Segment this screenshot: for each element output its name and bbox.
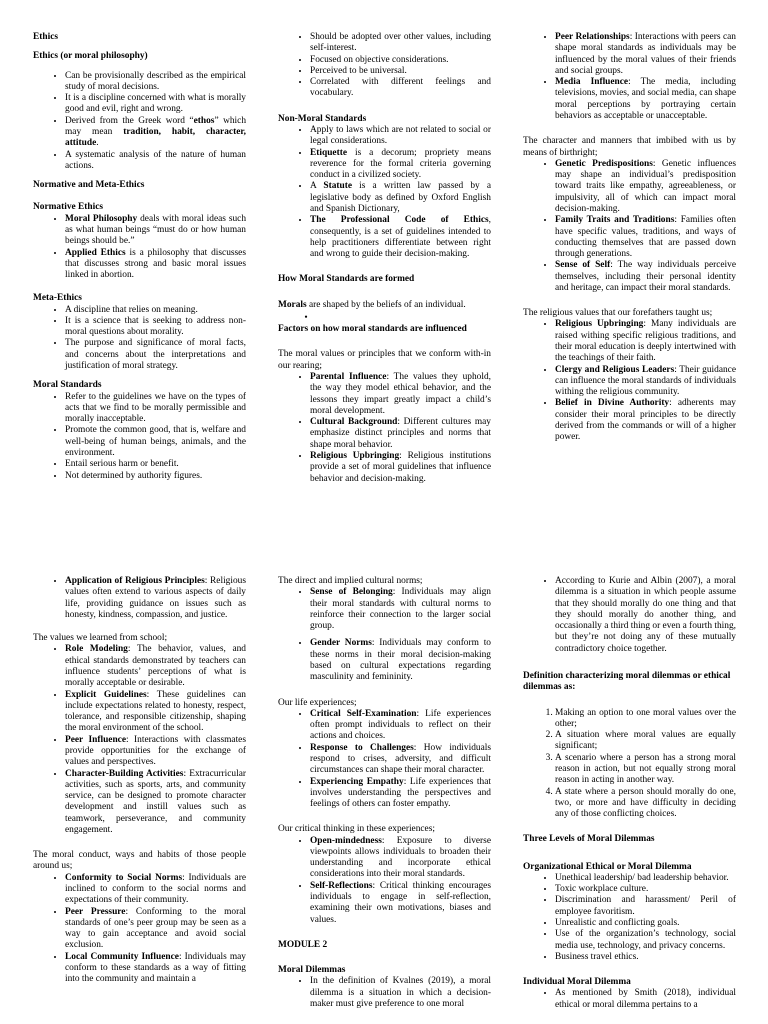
list-item: • Business travel ethics.: [555, 952, 736, 963]
text: : These guidelines can include expectations related to honesty, respect, tolerance, and responsible citizenship, shaping the moral environment of the school.: [65, 689, 246, 734]
ethics-list: [33, 71, 246, 173]
text: ” which may mean: [65, 115, 247, 137]
paragraph: The direct and implied cultural norms;: [278, 576, 423, 586]
list-item: [65, 873, 246, 907]
term: Religious Upbringing: [310, 451, 400, 461]
paragraph: The moral conduct, ways and habits of those people around us;: [33, 850, 246, 872]
text: : Individuals may conform to these standards as a way of fitting into the community and maintain a: [65, 951, 246, 985]
paragraph: The values we learned from school;: [33, 633, 168, 644]
text: : Critical thinking encourages individuals to engage in self-reflection, examining their own motivations, biases and values.: [310, 880, 491, 925]
moral-dilemmas-list: [278, 976, 491, 1010]
term: Role Modeling: [65, 644, 128, 655]
heading-organizational: Organizational Ethical or Moral Dilemma: [523, 861, 692, 872]
moral-standards-list: [33, 392, 246, 482]
list-item: [555, 365, 736, 399]
heading-how-formed: How Moral Standards are formed: [278, 274, 415, 285]
list-item: • Unrealistic and conflicting goals.: [555, 918, 736, 929]
text: is a decorum; propriety means reverence for the formal criteria governing conduct in a civilized society.: [310, 147, 491, 181]
text: are shaped by the beliefs of an individual.: [306, 299, 466, 310]
text: : Extracurricular activities, such as sports, arts, and community service, can be designed to promote character development and instill values such as teamwork, perseverance, and community engagement.: [65, 768, 247, 835]
list-item: [310, 417, 491, 451]
term: Peer Relationships: [555, 32, 630, 42]
paragraph: The character and manners that imbibed with us by means of birthright;: [523, 136, 736, 158]
heading-normative: Normative Ethics: [33, 202, 104, 213]
list-item: [310, 743, 491, 777]
non-moral-list: [278, 125, 491, 260]
text: : The media, including televisions, movies, and social media, can shape moral perceptions by portraying certain behaviors as acceptable or unacceptable.: [555, 77, 736, 121]
definition-list: [523, 708, 736, 821]
text: A: [310, 181, 324, 192]
list-item: • A systematic analysis of the nature of human actions.: [65, 150, 246, 173]
term: Open-mindedness: [310, 835, 382, 846]
rearing-list: [278, 372, 491, 485]
list-item: [65, 690, 246, 735]
moral-standards-cont-list: [278, 32, 491, 100]
text: : Interactions with peers can shape moral standards as individuals may be influenced by the moral values of their friends and social groups.: [555, 32, 736, 76]
term: Peer Influence: [65, 734, 126, 745]
term: Critical Self-Examination: [310, 708, 417, 719]
list-item: [65, 769, 246, 837]
list-item: • Discrimination and harassment/ Peril of employee favoritism.: [555, 895, 736, 918]
normative-list: [33, 214, 246, 282]
paragraph: The moral values or principles that we conform with-in our rearing;: [278, 349, 491, 371]
text: deals with moral ideas such as what human beings “must do or how human beings should be.”: [65, 213, 247, 247]
list-item: • Apply to laws which are not related to social or legal considerations.: [310, 125, 491, 148]
list-item: • Toxic workplace culture.: [555, 884, 736, 895]
list-item: • Use of the organization’s technology, social media use, technology, and privacy concerns.: [555, 929, 736, 952]
text: : Religious institutions provide a set of moral guidelines that influence behavior and decision-making.: [310, 451, 492, 484]
term: Religious Upbringing: [555, 319, 644, 330]
list-item: [65, 214, 246, 248]
list-item: • Perceived to be universal.: [310, 66, 491, 77]
list-item: [555, 77, 736, 122]
list-item: [310, 777, 491, 811]
text: : Life experiences that involves understanding the perspectives and feelings of others can foster empathy.: [310, 776, 491, 810]
list-item: • Unethical leadership/ bad leadership behavior.: [555, 873, 736, 884]
text: : The behavior, values, and ethical standards demonstrated by teachers can influence students’ perceptions of what is morally acceptable or desirable.: [65, 644, 246, 689]
heading-ethics: Ethics (or moral philosophy): [33, 51, 148, 62]
text: : adherents may consider their moral principles to be directly derived from the commands or will of a higher power.: [555, 398, 736, 443]
heading-moral-standards: Moral Standards: [33, 380, 102, 391]
life-list: [278, 709, 491, 811]
term: ethos: [193, 115, 215, 126]
heading-non-moral: Non-Moral Standards: [278, 113, 367, 124]
list-item: [310, 372, 491, 417]
list-item: [310, 181, 491, 215]
section-title: Ethics: [33, 32, 59, 42]
list-item: 2. A situation where moral values are equally significant;: [555, 730, 736, 753]
heading-moral-dilemmas: Moral Dilemmas: [278, 965, 346, 976]
list-item: [310, 709, 491, 743]
list-item: [65, 907, 246, 952]
list-item: [555, 32, 736, 77]
text: : Genetic influences may shape an individual’s predisposition toward traits like empathy, agreeableness, or impulsivity, all of which can impact moral decision-making.: [555, 158, 736, 214]
term: Genetic Predispositions: [555, 158, 653, 169]
list-item: [310, 836, 491, 881]
organizational-list: [523, 873, 736, 963]
heading-three-levels: Three Levels of Moral Dilemmas: [523, 834, 655, 845]
empty-list: [278, 313, 491, 324]
module-label: MODULE 2: [278, 939, 328, 950]
text: Derived from the Greek word “: [65, 115, 194, 126]
list-item: [65, 116, 246, 150]
cultural-list: [278, 587, 491, 683]
term: tradition, habit, character, attitude: [65, 126, 246, 149]
heading-factors: Factors on how moral standards are influenced: [278, 324, 467, 335]
conduct-list: [33, 873, 246, 986]
list-item: [555, 159, 736, 215]
term: Family Traits and Traditions: [555, 215, 675, 226]
list-item: • Focused on objective considerations.: [310, 55, 491, 66]
term: Sense of Self: [555, 260, 611, 271]
list-item: 3. A scenario where a person has a strong moral reason in action, but not equally strong moral reason in acting in another way.: [555, 753, 736, 787]
list-item: [310, 881, 491, 926]
list-item: [310, 587, 491, 632]
list-item: [65, 735, 246, 769]
list-item: • According to Kurie and Albin (2007), a moral dilemma is a situation in which people assume that they should morally do one thing and that they should morally do another thing, and occasionally a third thing or even a fourth thing, but they’re not doing any of these mutually contradictory choice together.: [555, 576, 736, 655]
term: Peer Pressure: [65, 906, 126, 917]
column-top-left: [33, 32, 246, 490]
text: : Different cultures may emphasize distinct principles and norms that shape moral behavior.: [310, 417, 491, 450]
list-item: [310, 638, 491, 683]
term: Clergy and Religious Leaders: [555, 364, 675, 375]
kurie-list: [523, 576, 736, 655]
term: Self-Reflections: [310, 880, 373, 891]
text: : Individuals are inclined to conform to the social norms and expectations of their community.: [65, 872, 246, 906]
term: Character-Building Activities: [65, 768, 184, 779]
term: Sense of Belonging: [310, 587, 393, 598]
term: Media Influence: [555, 77, 629, 88]
text: : Life experiences often prompt individuals to reflect on their actions and choices.: [310, 708, 492, 742]
list-item: • The purpose and significance of moral facts, and concerns about the interpretations and justification of moral strategy.: [65, 338, 246, 372]
paragraph: Our life experiences;: [278, 697, 357, 708]
list-item: • Not determined by authority figures.: [65, 471, 246, 482]
paragraph: [278, 300, 491, 311]
school-list: [33, 644, 246, 836]
list-item: [310, 313, 491, 324]
text: .: [96, 138, 99, 149]
text: is a written law passed by a legislative body as defined by Oxford English and Spanish Dictionary,: [310, 181, 491, 214]
heading-individual: Individual Moral Dilemma: [523, 977, 631, 988]
list-item: • Correlated with different feelings and vocabulary.: [310, 77, 491, 100]
term: Morals: [278, 299, 307, 310]
term: Application of Religious Principles: [65, 576, 205, 586]
text: : The way individuals perceive themselves, including their personal identity and heritage, can impact their moral standards.: [555, 260, 737, 293]
list-item: • Entail serious harm or benefit.: [65, 459, 246, 470]
text: : Individuals may conform to these norms in their moral decision-making based on cultural expectations regarding masculinity and femininity.: [310, 638, 491, 683]
list-item: [555, 260, 736, 294]
text: : Their guidance can influence the moral standards of individuals withing the religious community.: [555, 364, 736, 398]
column-top-middle: [278, 32, 491, 493]
list-item: • In the definition of Kvalnes (2019), a moral dilemma is a situation in which a decision-maker must give preference to one moral: [310, 976, 491, 1010]
column-top-right: [523, 32, 736, 452]
list-item: 1. Making an option to one moral values over the other;: [555, 708, 736, 731]
paragraph: Our critical thinking in these experiences;: [278, 824, 435, 835]
list-item: [65, 952, 246, 986]
term: Parental Influence: [310, 372, 387, 383]
term: Gender Norms: [310, 638, 372, 649]
text: is a philosophy that discusses that discusses strong and basic moral issues linked in abortion.: [65, 247, 246, 281]
list-item: [310, 215, 491, 260]
list-item: • Should be adopted over other values, including self-interest.: [310, 32, 491, 55]
list-item: • A discipline that relies on meaning.: [65, 305, 246, 316]
term: Belief in Divine Authority: [555, 398, 670, 409]
list-item: [65, 644, 246, 689]
term: Statute: [323, 181, 353, 192]
text: : Conforming to the moral standards of one’s peer group may be seen as a way to gain acceptance and avoid social exclusion.: [65, 906, 246, 951]
text: : Exposure to diverse viewpoints allows individuals to broaden their understanding and incorporate ethical considerations into their moral standards.: [310, 835, 491, 880]
text: : Individuals may align their moral standards with cultural norms to reinforce their connection to the larger social group.: [310, 587, 491, 632]
heading-definition: Definition characterizing moral dilemmas or ethical dilemmas as:: [523, 670, 731, 693]
list-item: • Refer to the guidelines we have on the types of acts that we find to be morally permissible and morally inacceptable.: [65, 392, 246, 426]
text: : How individuals respond to crises, adversity, and difficult circumstances can shape their moral character.: [310, 742, 491, 776]
list-item: • Promote the common good, that is, welfare and well-being of human beings, animals, and the environment.: [65, 425, 246, 459]
term: Response to Challenges: [310, 742, 414, 753]
term: Local Community Influence: [65, 951, 179, 962]
list-item: • It is a science that is seeking to address non-moral questions about morality.: [65, 316, 246, 339]
list-item: [310, 451, 491, 485]
term: Conformity to Social Norms: [65, 872, 183, 883]
religious-list: [523, 319, 736, 443]
text: , consequently, is a set of guidelines intended to help practitioners differentiate between right and wrong to guide their decision-making.: [310, 215, 491, 260]
heading-meta: Meta-Ethics: [33, 293, 82, 304]
list-item: [555, 319, 736, 364]
text: : Interactions with classmates provide opportunities for the exchange of values and perspectives.: [65, 734, 246, 768]
list-item: [555, 215, 736, 260]
list-item: • Can be provisionally described as the empirical study of moral decisions.: [65, 71, 246, 94]
text: : Religious values often extend to various aspects of daily life, providing guidance on issues such as honesty, kindness, compassion, and justice.: [65, 576, 246, 620]
religious-cont-list: [33, 576, 246, 621]
term: Moral Philosophy: [65, 213, 138, 224]
list-item: [310, 148, 491, 182]
birthright-list: [523, 159, 736, 294]
column-bottom-right: [523, 576, 736, 1019]
meta-list: [33, 305, 246, 373]
list-item: [65, 248, 246, 282]
list-item: • It is a discipline concerned with what is morally good and evil, right and wrong.: [65, 93, 246, 116]
term: Cultural Background: [310, 417, 398, 428]
column-bottom-middle: [278, 576, 491, 1018]
list-item: • As mentioned by Smith (2018), individual ethical or moral dilemma pertains to a: [555, 988, 736, 1011]
term: Applied Ethics: [65, 247, 126, 258]
critical-thinking-list: [278, 836, 491, 926]
heading-normative-meta: Normative and Meta-Ethics: [33, 180, 145, 191]
rearing-cont-list: [523, 32, 736, 122]
list-item: 4. A state where a person should morally do one, two, or more and have difficulty in deciding any of those conflicting choices.: [555, 787, 736, 821]
text: : Many individuals are raised withing specific religious traditions, and their moral education is deeply intertwined with the teachings of their faith.: [555, 319, 736, 364]
text: : Families often have specific values, traditions, and ways of conducting themselves that are passed down through generations.: [555, 215, 736, 260]
term: Explicit Guidelines: [65, 689, 147, 700]
paragraph: The religious values that our forefathers taught us;: [523, 308, 713, 319]
list-item: [65, 576, 246, 621]
term: Etiquette: [310, 147, 347, 158]
term: The Professional Code of Ethics: [310, 215, 489, 226]
individual-list: [523, 988, 736, 1011]
column-bottom-left: [33, 576, 246, 994]
text: : The values they uphold, the way they model ethical behavior, and the lessons they impart greatly impact a child’s moral development.: [310, 372, 491, 416]
list-item: [555, 398, 736, 443]
term: Experiencing Empathy: [310, 776, 404, 787]
